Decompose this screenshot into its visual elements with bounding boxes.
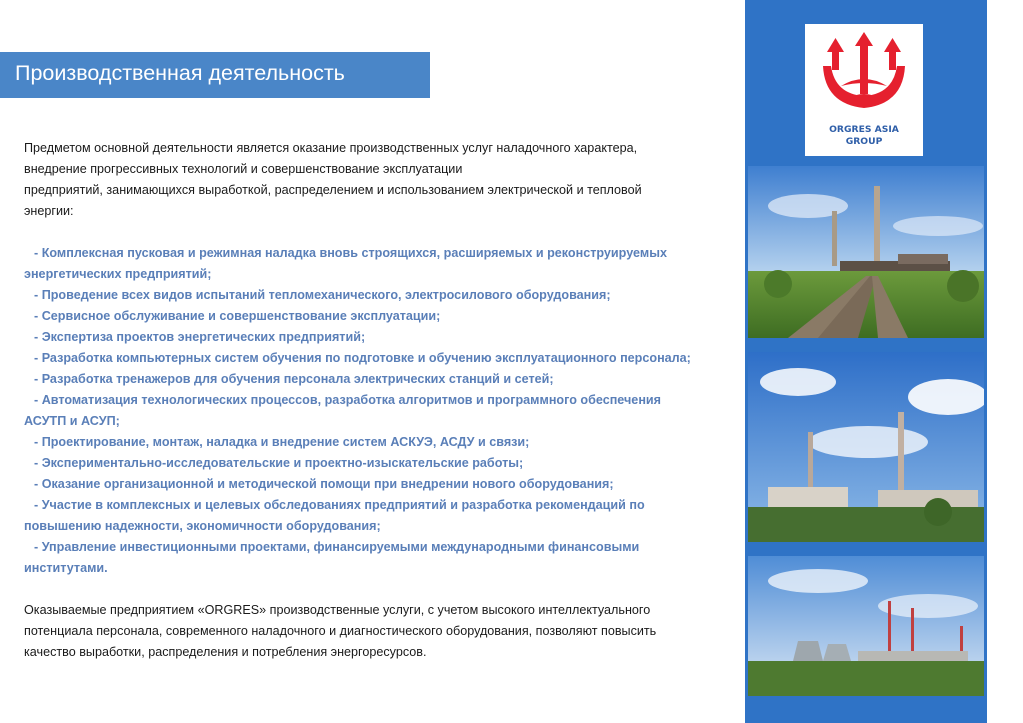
- service-item: - Экспертиза проектов энергетических предприятий;: [34, 330, 366, 344]
- intro-line: Предметом основной деятельности является оказание производственных услуг наладочного характера,: [24, 141, 638, 155]
- conclusion-line: Оказываемые предприятием «ORGRES» производственные услуги, с учетом высокого интеллектуального: [24, 603, 651, 617]
- service-item: - Участие в комплексных и целевых обследованиях предприятий и разработка рекомендаций по: [34, 498, 645, 512]
- power-plant-photo-2: [748, 352, 984, 542]
- trident-logo-icon: [805, 24, 923, 124]
- intro-line: предприятий, занимающихся выработкой, распределением и использованием электрической и тепловой: [24, 183, 642, 197]
- service-item-continuation: энергетических предприятий;: [24, 267, 212, 281]
- service-item: - Управление инвестиционными проектами, финансируемыми международными финансовыми: [34, 540, 640, 554]
- service-item: - Оказание организационной и методической помощи при внедрении нового оборудования;: [34, 477, 614, 491]
- service-item: - Разработка тренажеров для обучения персонала электрических станций и сетей;: [34, 372, 554, 386]
- conclusion-line: потенциала персонала, современного наладочного и диагностического оборудования, позволяют повысить: [24, 624, 657, 638]
- service-item: - Экспериментально-исследовательские и проектно-изыскательские работы;: [34, 456, 524, 470]
- service-item: - Сервисное обслуживание и совершенствование эксплуатации;: [34, 309, 441, 323]
- company-logo: [805, 24, 923, 156]
- intro-line: энергии:: [24, 204, 74, 218]
- service-item: - Разработка компьютерных систем обучения по подготовке и обучению эксплуатационного персонала;: [34, 351, 691, 365]
- service-item: - Автоматизация технологических процессов, разработка алгоритмов и программного обеспечения: [34, 393, 662, 407]
- service-item-continuation: институтами.: [24, 561, 108, 575]
- title-band: [0, 52, 430, 98]
- logo-text-line2: GROUP: [845, 136, 883, 147]
- intro-line: внедрение прогрессивных технологий и совершенствование эксплуатации: [24, 162, 463, 176]
- power-plant-photo-1: [748, 166, 984, 338]
- service-item-continuation: повышению надежности, экономичности оборудования;: [24, 519, 381, 533]
- conclusion-line: качество выработки, распределения и потребления энергоресурсов.: [24, 645, 427, 659]
- service-item-continuation: АСУТП и АСУП;: [24, 414, 120, 428]
- service-item: - Проведение всех видов испытаний тепломеханического, электросилового оборудования;: [34, 288, 611, 302]
- service-item: - Комплексная пусковая и режимная наладка вновь строящихся, расширяемых и реконструируемых: [34, 246, 667, 260]
- power-plant-photo-3: [748, 556, 984, 696]
- logo-text-line1: ORGRES ASIA: [829, 124, 899, 135]
- page-title: Производственная деятельность: [15, 61, 345, 85]
- service-item: - Проектирование, монтаж, наладка и внедрение систем АСКУЭ, АСДУ и связи;: [34, 435, 530, 449]
- main-content: [24, 138, 714, 663]
